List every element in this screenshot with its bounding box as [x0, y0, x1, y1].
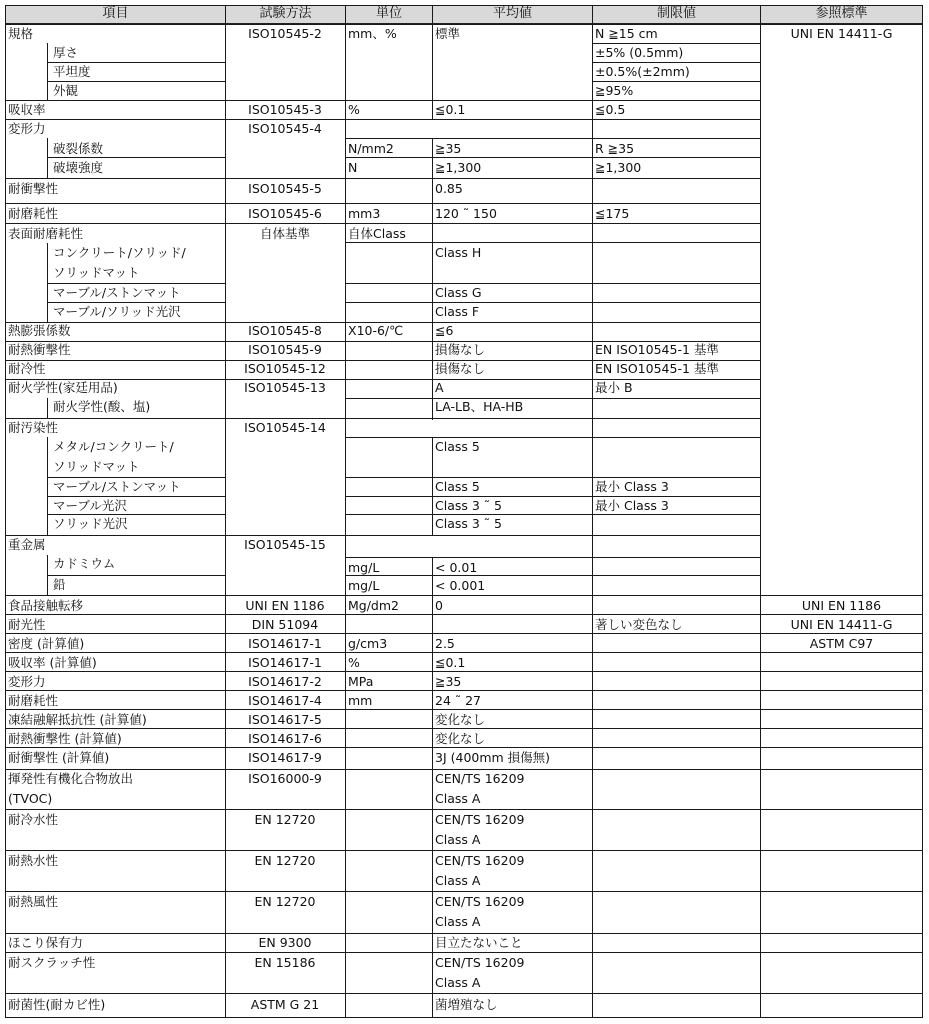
sub-item-cell: コンクリート/ソリッド/	[53, 245, 186, 260]
item-cell: 耐スクラッチ性	[8, 955, 96, 970]
unit-cell: 自体Class	[348, 226, 406, 241]
item-cell: 耐冷性	[8, 361, 46, 376]
sub-item-cell: マーブル光沢	[53, 498, 127, 513]
limit-cell: EN ISO10545-1 基準	[595, 361, 719, 376]
unit-cell: mm	[348, 693, 373, 708]
unit-cell: N	[348, 160, 358, 175]
item-cell: 耐火学性(家廷用品)	[8, 380, 118, 395]
grid-line	[5, 850, 923, 851]
unit-cell: Mg/dm2	[348, 598, 399, 613]
item-cell: 耐磨耗性	[8, 206, 59, 221]
average-cell: 菌増殖なし	[435, 997, 498, 1012]
sub-item-cell: 外観	[53, 83, 79, 98]
average-cell: CEN/TS 16209	[435, 771, 525, 786]
header-limit: 制限値	[592, 5, 761, 24]
limit-cell: ±5% (0.5mm)	[595, 45, 684, 60]
sub-item-cell: マーブル/ソリッド光沢	[53, 304, 181, 319]
limit-cell: ≧95%	[595, 83, 634, 98]
limit-cell: ≦0.5	[595, 102, 626, 117]
average-cell: ≧1,300	[435, 160, 482, 175]
average-cell: < 0.01	[435, 560, 478, 575]
grid-line	[432, 557, 433, 1018]
grid-line	[5, 952, 923, 953]
grid-line	[5, 418, 760, 419]
grid-line	[5, 933, 923, 934]
method-cell: ISO10545-5	[248, 181, 322, 196]
grid-line	[5, 709, 923, 710]
grid-line	[5, 690, 923, 691]
unit-cell: mg/L	[348, 578, 380, 593]
method-cell: EN 15186	[254, 955, 316, 970]
method-cell: ISO10545-13	[244, 380, 326, 395]
grid-line	[345, 242, 760, 243]
grid-line	[5, 100, 760, 101]
item-cell: 耐熱衝撃性	[8, 342, 71, 357]
average-cell: Class 3 ˜ 5	[435, 516, 502, 531]
item-cell: 耐衝撃性 (計算値)	[8, 750, 110, 765]
method-cell: ISO14617-1	[248, 636, 322, 651]
average-cell: Class G	[435, 285, 482, 300]
average-cell: Class A	[435, 914, 481, 929]
item-cell: 密度 (計算値)	[8, 636, 85, 651]
grid-line	[5, 993, 923, 994]
item-cell: 重金属	[8, 537, 46, 552]
method-cell: EN 12720	[254, 812, 316, 827]
method-cell: EN 9300	[258, 935, 312, 950]
average-cell: Class A	[435, 791, 481, 806]
item-cell: 耐熱風性	[8, 894, 59, 909]
average-cell: CEN/TS 16209	[435, 853, 525, 868]
grid-line	[47, 138, 48, 178]
average-cell: Class A	[435, 832, 481, 847]
limit-cell: R ≧35	[595, 141, 635, 156]
grid-line	[5, 891, 923, 892]
method-cell: ISO10545-4	[248, 121, 322, 136]
method-cell: ISO14617-6	[248, 731, 322, 746]
method-cell: ISO10545-9	[248, 342, 322, 357]
grid-line	[47, 514, 225, 515]
average-cell: 120 ˜ 150	[435, 206, 497, 221]
method-cell: ISO10545-12	[244, 361, 326, 376]
grid-line	[5, 119, 760, 120]
method-cell: ISO14617-2	[248, 674, 322, 689]
grid-line	[5, 769, 923, 770]
method-cell: ISO10545-8	[248, 323, 322, 338]
item-cell: 耐衝撃性	[8, 181, 59, 196]
grid-line	[5, 633, 923, 634]
grid-line	[5, 652, 923, 653]
limit-cell: N ≧15 cm	[595, 26, 658, 41]
average-cell: LA-LB、HA-HB	[435, 399, 524, 414]
sub-item-cell: マーブル/ストンマット	[53, 285, 181, 300]
grid-line	[5, 223, 760, 224]
grid-line	[345, 302, 760, 303]
average-cell: ≧35	[435, 674, 462, 689]
average-cell: 24 ˜ 27	[435, 693, 482, 708]
sub-item-cell: ソリッドマット	[53, 459, 140, 474]
header-reference: 参照標準	[760, 5, 923, 24]
grid-line	[345, 437, 760, 438]
grid-line	[345, 496, 760, 497]
unit-cell: MPa	[348, 674, 374, 689]
grid-line	[47, 496, 225, 497]
method-cell: UNI EN 1186	[245, 598, 325, 613]
average-cell: 損傷なし	[435, 342, 486, 357]
average-cell: 変化なし	[435, 731, 486, 746]
unit-cell: N/mm2	[348, 141, 394, 156]
item-cell: 耐磨耗性	[8, 693, 59, 708]
grid-line	[345, 575, 760, 576]
grid-line	[5, 360, 760, 361]
average-cell: 変化なし	[435, 712, 486, 727]
method-cell: ISO10545-2	[248, 26, 322, 41]
item-cell: 揮発性有機化合物放出	[8, 771, 134, 786]
limit-cell: ±0.5%(±2mm)	[595, 64, 690, 79]
sub-item-cell: マーブル/ストンマット	[53, 479, 181, 494]
item-cell: 熱膨張係数	[8, 323, 71, 338]
grid-line	[432, 5, 433, 120]
grid-line	[345, 557, 760, 558]
method-cell: ASTM G 21	[250, 997, 320, 1012]
sub-item-cell: カドミウム	[53, 556, 116, 571]
reference-cell: UNI EN 14411-G	[790, 26, 893, 41]
average-cell: Class 3 ˜ 5	[435, 498, 502, 513]
grid-line	[5, 341, 760, 342]
grid-line	[5, 178, 760, 179]
sub-item-cell: 破裂係数	[53, 141, 104, 156]
grid-line	[5, 24, 923, 25]
method-cell: 自体基準	[259, 226, 310, 241]
average-cell: < 0.001	[435, 578, 486, 593]
grid-line	[592, 43, 760, 44]
grid-line	[345, 514, 760, 515]
method-cell: ISO14617-1	[248, 655, 322, 670]
header-unit: 単位	[345, 5, 433, 24]
grid-line	[592, 62, 760, 63]
method-cell: ISO14617-5	[248, 712, 322, 727]
sub-item-cell: メタル/コンクリート/	[53, 439, 174, 454]
item-cell: ほこり保有力	[8, 935, 84, 950]
grid-line	[760, 5, 761, 1018]
average-cell: Class H	[435, 245, 482, 260]
average-cell: Class F	[435, 304, 480, 319]
method-cell: DIN 51094	[251, 617, 319, 632]
grid-line	[47, 477, 225, 478]
sub-item-cell: 平坦度	[53, 64, 91, 79]
unit-cell: mg/L	[348, 560, 380, 575]
item-cell: 吸収率 (計算値)	[8, 655, 97, 670]
item-cell: 凍結融解抵抗性 (計算値)	[8, 712, 147, 727]
item-cell: 表面耐磨耗性	[8, 226, 84, 241]
method-cell: EN 12720	[254, 853, 316, 868]
item-cell: 耐汚染性	[8, 420, 59, 435]
unit-cell: mm3	[348, 206, 381, 221]
sub-item-cell: 鉛	[53, 577, 66, 592]
sub-item-cell: ソリッド光沢	[53, 516, 128, 531]
limit-cell: 最小 B	[595, 380, 633, 395]
header-method: 試験方法	[225, 5, 346, 24]
average-cell: 2.5	[435, 636, 455, 651]
grid-line	[5, 203, 760, 204]
grid-line	[47, 81, 225, 82]
sub-item-cell: ソリッドマット	[53, 265, 140, 280]
grid-line	[47, 302, 225, 303]
header-average: 平均値	[432, 5, 593, 24]
unit-cell: X10-6/℃	[348, 323, 404, 338]
average-cell: Class 5	[435, 439, 480, 454]
average-cell: CEN/TS 16209	[435, 894, 525, 909]
average-cell: 3J (400mm 損傷無)	[435, 750, 551, 765]
item-cell: 耐冷水性	[8, 812, 59, 827]
average-cell: 目立たないこと	[435, 935, 523, 950]
grid-line	[47, 437, 48, 535]
sub-item-cell: 厚さ	[53, 45, 79, 60]
reference-cell: ASTM C97	[809, 636, 874, 651]
item-cell: 耐菌性(耐カビ性)	[8, 997, 106, 1012]
unit-cell: %	[348, 102, 360, 117]
average-cell: ≦0.1	[435, 102, 466, 117]
grid-line	[5, 809, 923, 810]
grid-line	[47, 283, 225, 284]
grid-line	[47, 575, 225, 576]
item-cell: 変形力	[8, 121, 46, 136]
item-cell: 耐光性	[8, 617, 46, 632]
item-cell: (TVOC)	[8, 791, 53, 806]
method-cell: ISO10545-15	[244, 537, 326, 552]
header-item: 項目	[5, 5, 226, 24]
average-cell: 0.85	[435, 181, 463, 196]
unit-cell: g/cm3	[348, 636, 388, 651]
grid-line	[432, 138, 433, 420]
unit-cell: mm、%	[348, 26, 397, 41]
average-cell: Class A	[435, 873, 481, 888]
limit-cell: EN ISO10545-1 基準	[595, 342, 719, 357]
unit-cell: %	[348, 655, 360, 670]
grid-line	[345, 283, 760, 284]
method-cell: ISO16000-9	[248, 771, 322, 786]
average-cell: ≧35	[435, 141, 462, 156]
grid-line	[5, 322, 760, 323]
item-cell: 食品接触転移	[8, 598, 84, 613]
average-cell: A	[435, 380, 444, 395]
limit-cell: 最小 Class 3	[595, 479, 669, 494]
item-cell: 規格	[8, 26, 34, 41]
grid-line	[47, 43, 48, 100]
sub-item-cell: 破壊強度	[53, 160, 104, 175]
grid-line	[5, 747, 923, 748]
average-cell: 損傷なし	[435, 361, 486, 376]
method-cell: EN 12720	[254, 894, 316, 909]
grid-line	[5, 728, 923, 729]
grid-line	[225, 5, 226, 1018]
method-cell: ISO10545-3	[248, 102, 322, 117]
average-cell: CEN/TS 16209	[435, 812, 525, 827]
method-cell: ISO14617-9	[248, 750, 322, 765]
method-cell: ISO10545-14	[244, 420, 326, 435]
sub-item-cell: 耐火学性(酸、塩)	[53, 399, 151, 414]
item-cell: 耐熱衝撃性 (計算値)	[8, 731, 122, 746]
grid-line	[5, 535, 760, 536]
grid-line	[345, 477, 760, 478]
limit-cell: ≦175	[595, 206, 630, 221]
average-cell: ≦0.1	[435, 655, 466, 670]
item-cell: 耐熱水性	[8, 853, 59, 868]
grid-line	[47, 62, 225, 63]
grid-line	[47, 398, 48, 418]
average-cell: ≦6	[435, 323, 454, 338]
limit-cell: 著しい変色なし	[595, 617, 683, 632]
grid-line	[345, 138, 760, 139]
grid-line	[345, 157, 760, 158]
average-cell: Class A	[435, 975, 481, 990]
average-cell: 標準	[435, 26, 461, 41]
average-cell: Class 5	[435, 479, 480, 494]
item-cell: 吸収率	[8, 102, 46, 117]
grid-line	[5, 614, 923, 615]
grid-line	[592, 81, 760, 82]
method-cell: ISO14617-4	[248, 693, 322, 708]
grid-line	[47, 157, 225, 158]
grid-line	[345, 398, 760, 399]
limit-cell: ≧1,300	[595, 160, 642, 175]
reference-cell: UNI EN 1186	[801, 598, 882, 613]
average-cell: CEN/TS 16209	[435, 955, 525, 970]
grid-line	[5, 671, 923, 672]
grid-line	[5, 379, 760, 380]
average-cell: 0	[435, 598, 443, 613]
reference-cell: UNI EN 14411-G	[790, 617, 893, 632]
item-cell: 変形力	[8, 674, 46, 689]
limit-cell: 最小 Class 3	[595, 498, 669, 513]
grid-line	[432, 437, 433, 535]
method-cell: ISO10545-6	[248, 206, 322, 221]
grid-line	[5, 595, 923, 596]
